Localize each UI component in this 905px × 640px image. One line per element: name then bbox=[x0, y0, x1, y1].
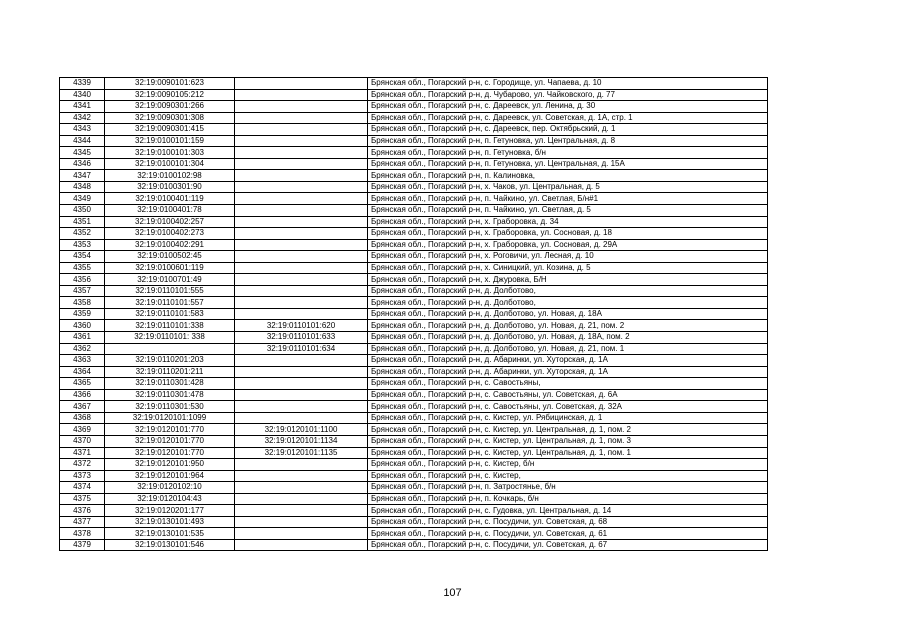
row-number-cell: 4349 bbox=[60, 193, 105, 205]
table-row bbox=[60, 332, 768, 344]
row-number-cell: 4354 bbox=[60, 251, 105, 263]
address-cell: Брянская обл., Погарский р-н, д. Долботово, bbox=[368, 297, 768, 309]
address-cell: Брянская обл., Погарский р-н, с. Кистер, ул. Центральная, д. 1, пом. 1 bbox=[368, 447, 768, 459]
table-row bbox=[60, 147, 768, 159]
table-row bbox=[60, 470, 768, 482]
address-cell: Брянская обл., Погарский р-н, с. Кистер, ул. Рябицинская, д. 1 bbox=[368, 412, 768, 424]
cadastral-number-cell: 32:19:0100301:90 bbox=[105, 181, 235, 193]
cadastral-number-cell: 32:19:0130101:546 bbox=[105, 539, 235, 551]
table-row bbox=[60, 343, 768, 355]
secondary-cadastral-number-cell bbox=[235, 297, 368, 309]
secondary-cadastral-number-cell bbox=[235, 228, 368, 240]
address-cell: Брянская обл., Погарский р-н, х. Чаков, ул. Центральная, д. 5 bbox=[368, 181, 768, 193]
row-number-cell: 4365 bbox=[60, 378, 105, 390]
row-number-cell: 4357 bbox=[60, 285, 105, 297]
cadastral-number-cell: 32:19:0110301:478 bbox=[105, 389, 235, 401]
address-cell: Брянская обл., Погарский р-н, с. Кистер, б/н bbox=[368, 459, 768, 471]
secondary-cadastral-number-cell bbox=[235, 412, 368, 424]
cadastral-number-cell: 32:19:0100101:304 bbox=[105, 158, 235, 170]
address-cell: Брянская обл., Погарский р-н, с. Дареевск, ул. Советская, д. 1А, стр. 1 bbox=[368, 112, 768, 124]
address-cell: Брянская обл., Погарский р-н, с. Дареевск, пер. Октябрьский, д. 1 bbox=[368, 124, 768, 136]
cadastral-number-cell: 32:19:0120102:10 bbox=[105, 482, 235, 494]
row-number-cell: 4371 bbox=[60, 447, 105, 459]
row-number-cell: 4340 bbox=[60, 89, 105, 101]
secondary-cadastral-number-cell bbox=[235, 274, 368, 286]
address-cell: Брянская обл., Погарский р-н, д. Абаринки, ул. Хуторская, д. 1А bbox=[368, 355, 768, 367]
row-number-cell: 4375 bbox=[60, 493, 105, 505]
table-row bbox=[60, 262, 768, 274]
table-row bbox=[60, 239, 768, 251]
cadastral-number-cell bbox=[105, 343, 235, 355]
cadastral-number-cell: 32:19:0100701:49 bbox=[105, 274, 235, 286]
address-cell: Брянская обл., Погарский р-н, х. Граборовка, ул. Сосновая, д. 29А bbox=[368, 239, 768, 251]
row-number-cell: 4343 bbox=[60, 124, 105, 136]
row-number-cell: 4345 bbox=[60, 147, 105, 159]
secondary-cadastral-number-cell: 32:19:0120101:1100 bbox=[235, 424, 368, 436]
table-row bbox=[60, 516, 768, 528]
table-row bbox=[60, 435, 768, 447]
table-row bbox=[60, 401, 768, 413]
secondary-cadastral-number-cell bbox=[235, 285, 368, 297]
row-number-cell: 4352 bbox=[60, 228, 105, 240]
secondary-cadastral-number-cell: 32:19:0110101:633 bbox=[235, 332, 368, 344]
table-row bbox=[60, 274, 768, 286]
row-number-cell: 4356 bbox=[60, 274, 105, 286]
cadastral-number-cell: 32:19:0090301:415 bbox=[105, 124, 235, 136]
secondary-cadastral-number-cell bbox=[235, 516, 368, 528]
cadastral-number-cell: 32:19:0090101:623 bbox=[105, 78, 235, 90]
secondary-cadastral-number-cell: 32:19:0110101:634 bbox=[235, 343, 368, 355]
secondary-cadastral-number-cell bbox=[235, 401, 368, 413]
secondary-cadastral-number-cell bbox=[235, 112, 368, 124]
secondary-cadastral-number-cell bbox=[235, 251, 368, 263]
secondary-cadastral-number-cell: 32:19:0110101:620 bbox=[235, 320, 368, 332]
cadastral-number-cell: 32:19:0100601:119 bbox=[105, 262, 235, 274]
secondary-cadastral-number-cell bbox=[235, 124, 368, 136]
address-cell: Брянская обл., Погарский р-н, п. Чайкино, ул. Светлая, Б/н#1 bbox=[368, 193, 768, 205]
address-cell: Брянская обл., Погарский р-н, с. Посудичи, ул. Советская, д. 61 bbox=[368, 528, 768, 540]
address-cell: Брянская обл., Погарский р-н, с. Гудовка, ул. Центральная, д. 14 bbox=[368, 505, 768, 517]
table-row bbox=[60, 158, 768, 170]
secondary-cadastral-number-cell bbox=[235, 101, 368, 113]
table-row bbox=[60, 135, 768, 147]
address-cell: Брянская обл., Погарский р-н, х. Роговичи, ул. Лесная, д. 10 bbox=[368, 251, 768, 263]
secondary-cadastral-number-cell bbox=[235, 158, 368, 170]
address-cell: Брянская обл., Погарский р-н, с. Посудичи, ул. Советская, д. 68 bbox=[368, 516, 768, 528]
cadastral-number-cell: 32:19:0100101:159 bbox=[105, 135, 235, 147]
table-row bbox=[60, 181, 768, 193]
secondary-cadastral-number-cell bbox=[235, 181, 368, 193]
cadastral-number-cell: 32:19:0110101: 338 bbox=[105, 332, 235, 344]
cadastral-number-cell: 32:19:0100102:98 bbox=[105, 170, 235, 182]
table-row bbox=[60, 539, 768, 551]
cadastral-number-cell: 32:19:0120104:43 bbox=[105, 493, 235, 505]
address-cell: Брянская обл., Погарский р-н, д. Чубарово, ул. Чайковского, д. 77 bbox=[368, 89, 768, 101]
cadastral-number-cell: 32:19:0130101:535 bbox=[105, 528, 235, 540]
cadastral-number-cell: 32:19:0110101:557 bbox=[105, 297, 235, 309]
address-cell: Брянская обл., Погарский р-н, д. Долботово, ул. Новая, д. 18А bbox=[368, 308, 768, 320]
table-row bbox=[60, 228, 768, 240]
row-number-cell: 4346 bbox=[60, 158, 105, 170]
table-row bbox=[60, 505, 768, 517]
address-cell: Брянская обл., Погарский р-н, х. Джуровка, Б/Н bbox=[368, 274, 768, 286]
table-row bbox=[60, 528, 768, 540]
cadastral-number-cell: 32:19:0110101:583 bbox=[105, 308, 235, 320]
table-row bbox=[60, 389, 768, 401]
row-number-cell: 4360 bbox=[60, 320, 105, 332]
cadastral-number-cell: 32:19:0100402:291 bbox=[105, 239, 235, 251]
table-row bbox=[60, 412, 768, 424]
table-row bbox=[60, 447, 768, 459]
row-number-cell: 4361 bbox=[60, 332, 105, 344]
cadastral-number-cell: 32:19:0120101:964 bbox=[105, 470, 235, 482]
page-number: 107 bbox=[443, 587, 462, 599]
cadastral-number-cell: 32:19:0100401:119 bbox=[105, 193, 235, 205]
address-cell: Брянская обл., Погарский р-н, х. Граборовка, д. 34 bbox=[368, 216, 768, 228]
address-cell: Брянская обл., Погарский р-н, п. Гетуновка, ул. Центральная, д. 8 bbox=[368, 135, 768, 147]
cadastral-number-cell: 32:19:0090105:212 bbox=[105, 89, 235, 101]
address-cell: Брянская обл., Погарский р-н, п. Чайкино, ул. Светлая, д. 5 bbox=[368, 205, 768, 217]
secondary-cadastral-number-cell bbox=[235, 170, 368, 182]
secondary-cadastral-number-cell: 32:19:0120101:1134 bbox=[235, 435, 368, 447]
cadastral-number-cell: 32:19:0110101:555 bbox=[105, 285, 235, 297]
row-number-cell: 4364 bbox=[60, 366, 105, 378]
secondary-cadastral-number-cell bbox=[235, 205, 368, 217]
cadastral-number-cell: 32:19:0100402:257 bbox=[105, 216, 235, 228]
cadastral-number-cell: 32:19:0110301:530 bbox=[105, 401, 235, 413]
address-cell: Брянская обл., Погарский р-н, п. Гетуновка, ул. Центральная, д. 15А bbox=[368, 158, 768, 170]
table-row bbox=[60, 297, 768, 309]
address-cell: Брянская обл., Погарский р-н, п. Гетуновка, б/н bbox=[368, 147, 768, 159]
table-row bbox=[60, 378, 768, 390]
table-row bbox=[60, 251, 768, 263]
secondary-cadastral-number-cell bbox=[235, 459, 368, 471]
secondary-cadastral-number-cell bbox=[235, 470, 368, 482]
address-cell: Брянская обл., Погарский р-н, х. Синицкий, ул. Козина, д. 5 bbox=[368, 262, 768, 274]
cadastral-number-cell: 32:19:0120201:177 bbox=[105, 505, 235, 517]
row-number-cell: 4339 bbox=[60, 78, 105, 90]
cadastral-number-cell: 32:19:0120101:770 bbox=[105, 424, 235, 436]
cadastral-number-cell: 32:19:0090301:308 bbox=[105, 112, 235, 124]
row-number-cell: 4351 bbox=[60, 216, 105, 228]
row-number-cell: 4373 bbox=[60, 470, 105, 482]
secondary-cadastral-number-cell: 32:19:0120101:1135 bbox=[235, 447, 368, 459]
row-number-cell: 4368 bbox=[60, 412, 105, 424]
row-number-cell: 4362 bbox=[60, 343, 105, 355]
secondary-cadastral-number-cell bbox=[235, 505, 368, 517]
table-row bbox=[60, 285, 768, 297]
cadastral-number-cell: 32:19:0100101:303 bbox=[105, 147, 235, 159]
secondary-cadastral-number-cell bbox=[235, 528, 368, 540]
address-cell: Брянская обл., Погарский р-н, п. Кочкарь, б/н bbox=[368, 493, 768, 505]
cadastral-number-cell: 32:19:0130101:493 bbox=[105, 516, 235, 528]
address-cell: Брянская обл., Погарский р-н, д. Абаринки, ул. Хуторская, д. 1А bbox=[368, 366, 768, 378]
cadastral-number-cell: 32:19:0120101:770 bbox=[105, 435, 235, 447]
secondary-cadastral-number-cell bbox=[235, 193, 368, 205]
table-row bbox=[60, 424, 768, 436]
row-number-cell: 4353 bbox=[60, 239, 105, 251]
row-number-cell: 4358 bbox=[60, 297, 105, 309]
secondary-cadastral-number-cell bbox=[235, 78, 368, 90]
address-cell: Брянская обл., Погарский р-н, с. Савостьяны, bbox=[368, 378, 768, 390]
address-cell: Брянская обл., Погарский р-н, п. Калиновка, bbox=[368, 170, 768, 182]
table-row bbox=[60, 124, 768, 136]
secondary-cadastral-number-cell bbox=[235, 216, 368, 228]
address-cell: Брянская обл., Погарский р-н, п. Затростянье, б/н bbox=[368, 482, 768, 494]
row-number-cell: 4350 bbox=[60, 205, 105, 217]
secondary-cadastral-number-cell bbox=[235, 493, 368, 505]
address-cell: Брянская обл., Погарский р-н, д. Долботово, ул. Новая, д. 18А, пом. 2 bbox=[368, 332, 768, 344]
property-table-body bbox=[60, 78, 768, 551]
address-cell: Брянская обл., Погарский р-н, с. Городище, ул. Чапаева, д. 10 bbox=[368, 78, 768, 90]
address-cell: Брянская обл., Погарский р-н, д. Долботово, ул. Новая, д. 21, пом. 2 bbox=[368, 320, 768, 332]
table-row bbox=[60, 205, 768, 217]
row-number-cell: 4377 bbox=[60, 516, 105, 528]
table-row bbox=[60, 459, 768, 471]
cadastral-number-cell: 32:19:0110201:203 bbox=[105, 355, 235, 367]
table-row bbox=[60, 482, 768, 494]
row-number-cell: 4372 bbox=[60, 459, 105, 471]
secondary-cadastral-number-cell bbox=[235, 539, 368, 551]
table-row bbox=[60, 493, 768, 505]
cadastral-number-cell: 32:19:0120101:1099 bbox=[105, 412, 235, 424]
table-row bbox=[60, 170, 768, 182]
address-cell: Брянская обл., Погарский р-н, с. Кистер, ул. Центральная, д. 1, пом. 3 bbox=[368, 435, 768, 447]
cadastral-number-cell: 32:19:0110201:211 bbox=[105, 366, 235, 378]
table-row bbox=[60, 193, 768, 205]
row-number-cell: 4363 bbox=[60, 355, 105, 367]
cadastral-number-cell: 32:19:0090301:266 bbox=[105, 101, 235, 113]
secondary-cadastral-number-cell bbox=[235, 135, 368, 147]
address-cell: Брянская обл., Погарский р-н, с. Дареевск, ул. Ленина, д. 30 bbox=[368, 101, 768, 113]
cadastral-number-cell: 32:19:0110101:338 bbox=[105, 320, 235, 332]
property-table bbox=[59, 77, 768, 551]
secondary-cadastral-number-cell bbox=[235, 389, 368, 401]
address-cell: Брянская обл., Погарский р-н, х. Граборовка, ул. Сосновая, д. 18 bbox=[368, 228, 768, 240]
secondary-cadastral-number-cell bbox=[235, 482, 368, 494]
address-cell: Брянская обл., Погарский р-н, д. Долботово, bbox=[368, 285, 768, 297]
table-row bbox=[60, 216, 768, 228]
row-number-cell: 4367 bbox=[60, 401, 105, 413]
row-number-cell: 4369 bbox=[60, 424, 105, 436]
cadastral-number-cell: 32:19:0120101:950 bbox=[105, 459, 235, 471]
row-number-cell: 4341 bbox=[60, 101, 105, 113]
cadastral-number-cell: 32:19:0120101:770 bbox=[105, 447, 235, 459]
address-cell: Брянская обл., Погарский р-н, с. Посудичи, ул. Советская, д. 67 bbox=[368, 539, 768, 551]
row-number-cell: 4355 bbox=[60, 262, 105, 274]
secondary-cadastral-number-cell bbox=[235, 308, 368, 320]
secondary-cadastral-number-cell bbox=[235, 147, 368, 159]
row-number-cell: 4376 bbox=[60, 505, 105, 517]
table-row bbox=[60, 101, 768, 113]
row-number-cell: 4348 bbox=[60, 181, 105, 193]
row-number-cell: 4342 bbox=[60, 112, 105, 124]
row-number-cell: 4347 bbox=[60, 170, 105, 182]
secondary-cadastral-number-cell bbox=[235, 378, 368, 390]
row-number-cell: 4344 bbox=[60, 135, 105, 147]
address-cell: Брянская обл., Погарский р-н, с. Савостьяны, ул. Советская, д. 6А bbox=[368, 389, 768, 401]
secondary-cadastral-number-cell bbox=[235, 366, 368, 378]
table-row bbox=[60, 78, 768, 90]
cadastral-number-cell: 32:19:0100402:273 bbox=[105, 228, 235, 240]
table-row bbox=[60, 320, 768, 332]
cadastral-number-cell: 32:19:0100502:45 bbox=[105, 251, 235, 263]
table-row bbox=[60, 366, 768, 378]
row-number-cell: 4366 bbox=[60, 389, 105, 401]
table-row bbox=[60, 308, 768, 320]
address-cell: Брянская обл., Погарский р-н, с. Савостьяны, ул. Советская, д. 32А bbox=[368, 401, 768, 413]
secondary-cadastral-number-cell bbox=[235, 239, 368, 251]
table-row bbox=[60, 355, 768, 367]
table-row bbox=[60, 89, 768, 101]
table-row bbox=[60, 112, 768, 124]
secondary-cadastral-number-cell bbox=[235, 262, 368, 274]
row-number-cell: 4378 bbox=[60, 528, 105, 540]
row-number-cell: 4359 bbox=[60, 308, 105, 320]
secondary-cadastral-number-cell bbox=[235, 355, 368, 367]
row-number-cell: 4370 bbox=[60, 435, 105, 447]
row-number-cell: 4379 bbox=[60, 539, 105, 551]
address-cell: Брянская обл., Погарский р-н, с. Кистер, bbox=[368, 470, 768, 482]
secondary-cadastral-number-cell bbox=[235, 89, 368, 101]
address-cell: Брянская обл., Погарский р-н, с. Кистер, ул. Центральная, д. 1, пом. 2 bbox=[368, 424, 768, 436]
cadastral-number-cell: 32:19:0110301:428 bbox=[105, 378, 235, 390]
address-cell: Брянская обл., Погарский р-н, д. Долботово, ул. Новая, д. 21, пом. 1 bbox=[368, 343, 768, 355]
row-number-cell: 4374 bbox=[60, 482, 105, 494]
cadastral-number-cell: 32:19:0100401:78 bbox=[105, 205, 235, 217]
